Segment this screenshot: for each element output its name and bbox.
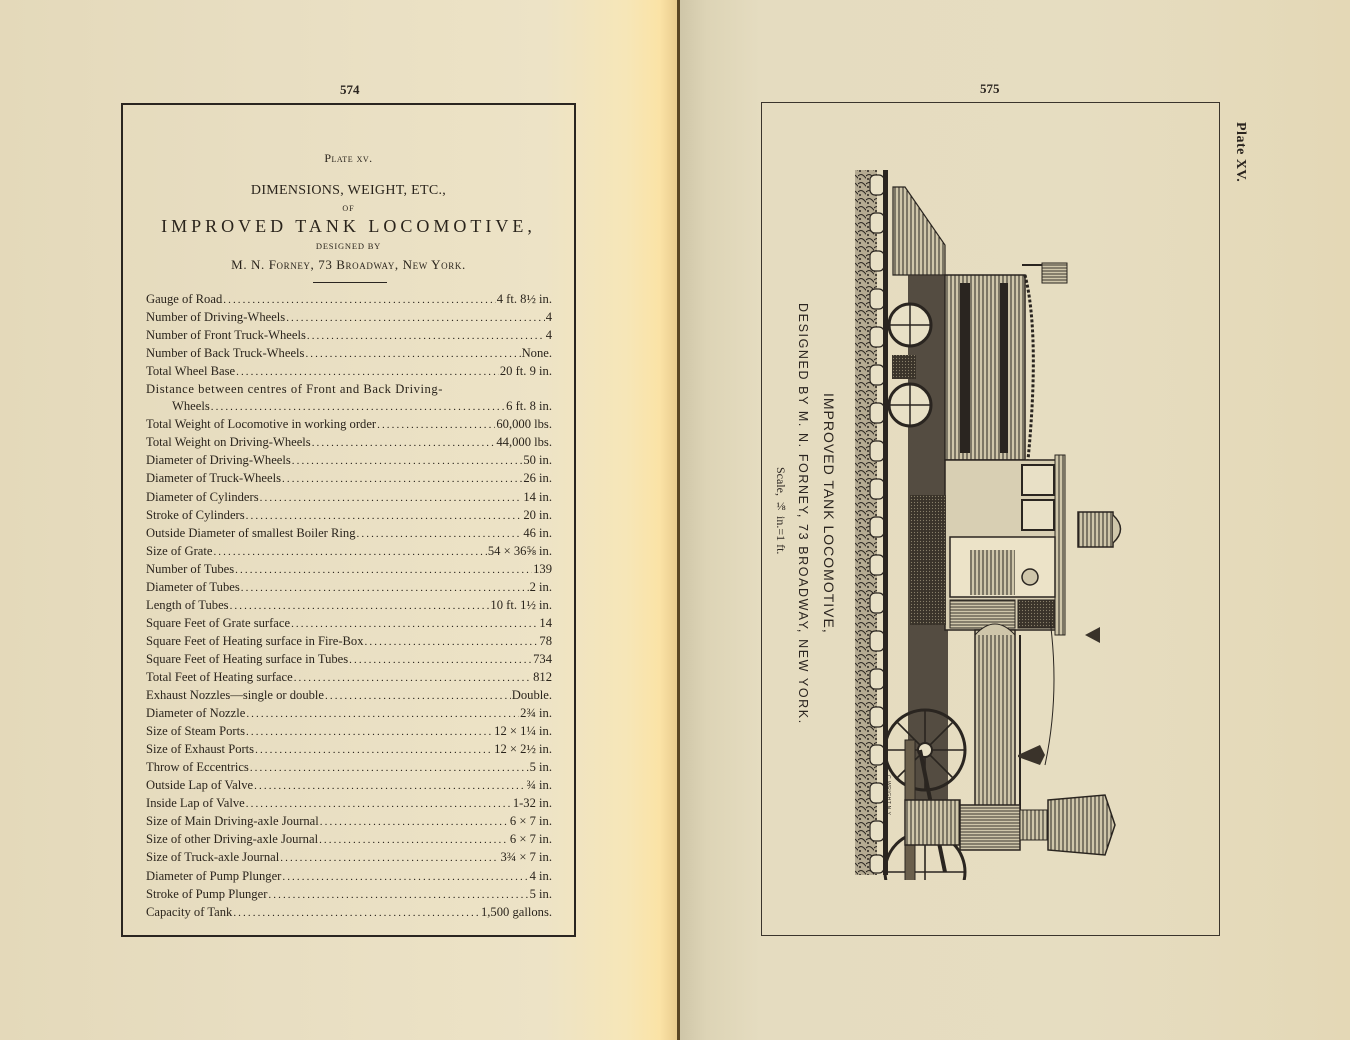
spec-row: Number of Tubes ..... 139 bbox=[146, 561, 552, 579]
spec-row: Diameter of Pump Plunger ..... 4 in. bbox=[146, 868, 552, 886]
page-number-left: 574 bbox=[340, 82, 360, 97]
spec-row: Diameter of Cylinders ..... 14 in. bbox=[146, 489, 552, 507]
spec-row: Square Feet of Heating surface in Fire-Box ..... 78 bbox=[146, 633, 552, 651]
spec-row: Total Wheel Base ..... 20 ft. 9 in. bbox=[146, 363, 552, 381]
caption-designer: DESIGNED BY M. N. FORNEY, 73 BROADWAY, NEW YORK. bbox=[796, 303, 810, 725]
spec-row: Total Weight of Locomotive in working order ..... 60,000 lbs. bbox=[146, 416, 552, 434]
spec-row: Size of Exhaust Ports ..... 12 × 2½ in. bbox=[146, 741, 552, 759]
spec-row: Diameter of Truck-Wheels ..... 26 in. bbox=[146, 470, 552, 488]
spec-row: Size of Truck-axle Journal ..... 3¾ × 7 in. bbox=[146, 849, 552, 867]
spec-row: Inside Lap of Valve ..... 1-32 in. bbox=[146, 795, 552, 813]
heading-designed-by: DESIGNED BY bbox=[315, 241, 382, 251]
spec-row: Exhaust Nozzles—single or double ..... Double. bbox=[146, 687, 552, 705]
spec-row: Total Weight on Driving-Wheels ..... 44,000 lbs. bbox=[146, 434, 552, 452]
spec-row: Diameter of Tubes ..... 2 in. bbox=[146, 579, 552, 597]
spec-row: Diameter of Nozzle ..... 2¾ in. bbox=[146, 705, 552, 723]
spec-row: Size of Main Driving-axle Journal ..... 6 × 7 in. bbox=[146, 813, 552, 831]
spec-row: Stroke of Pump Plunger ..... 5 in. bbox=[146, 886, 552, 904]
spec-row: Outside Lap of Valve ..... ¾ in. bbox=[146, 777, 552, 795]
spec-row: Number of Back Truck-Wheels ..... None. bbox=[146, 345, 552, 363]
book-gutter bbox=[677, 0, 680, 1040]
spec-frame bbox=[121, 103, 576, 937]
heading-title: IMPROVED TANK LOCOMOTIVE, bbox=[161, 216, 536, 236]
heading-dimensions: DIMENSIONS, WEIGHT, ETC., bbox=[250, 183, 447, 198]
spec-row: Square Feet of Heating surface in Tubes ..... 734 bbox=[146, 651, 552, 669]
spec-list bbox=[146, 291, 552, 922]
spec-row: Length of Tubes ..... 10 ft. 1½ in. bbox=[146, 597, 552, 615]
page-number-right: 575 bbox=[980, 81, 1000, 96]
spec-row: Diameter of Driving-Wheels ..... 50 in. bbox=[146, 452, 552, 470]
spec-row-heading: Distance between centres of Front and Back Driving- bbox=[146, 382, 443, 397]
spec-row: Size of Steam Ports ..... 12 × 1¼ in. bbox=[146, 723, 552, 741]
spec-row: Number of Driving-Wheels ..... 4 bbox=[146, 309, 552, 327]
locomotive-illustration bbox=[850, 165, 1150, 880]
spec-row: Wheels ..... 6 ft. 8 in. bbox=[146, 398, 552, 416]
heading-of: OF bbox=[342, 204, 355, 213]
spec-row: Total Feet of Heating surface ..... 812 bbox=[146, 669, 552, 687]
plate-side-label: Plate XV. bbox=[1233, 122, 1248, 183]
spec-row: Square Feet of Grate surface ..... 14 bbox=[146, 615, 552, 633]
spec-row: Size of other Driving-axle Journal ..... 6 × 7 in. bbox=[146, 831, 552, 849]
spec-row: Throw of Eccentrics ..... 5 in. bbox=[146, 759, 552, 777]
caption-scale: Scale, ⅛ in.=1 ft. bbox=[774, 467, 788, 555]
spec-row: Gauge of Road ..... 4 ft. 8½ in. bbox=[146, 291, 552, 309]
spec-row: Outside Diameter of smallest Boiler Ring ..... 46 in. bbox=[146, 525, 552, 543]
heading-rule bbox=[313, 282, 387, 283]
track-icon bbox=[855, 170, 888, 875]
spec-row: Number of Front Truck-Wheels ..... 4 bbox=[146, 327, 552, 345]
spec-row: Size of Grate ..... 54 × 36⅝ in. bbox=[146, 543, 552, 561]
heading-designer: M. N. Forney, 73 Broadway, New York. bbox=[231, 257, 466, 272]
spec-row: Stroke of Cylinders ..... 20 in. bbox=[146, 507, 552, 525]
caption-title: IMPROVED TANK LOCOMOTIVE, bbox=[821, 393, 837, 634]
plate-label: Plate xv. bbox=[324, 151, 373, 165]
spec-row: Capacity of Tank ..... 1,500 gallons. bbox=[146, 904, 552, 922]
